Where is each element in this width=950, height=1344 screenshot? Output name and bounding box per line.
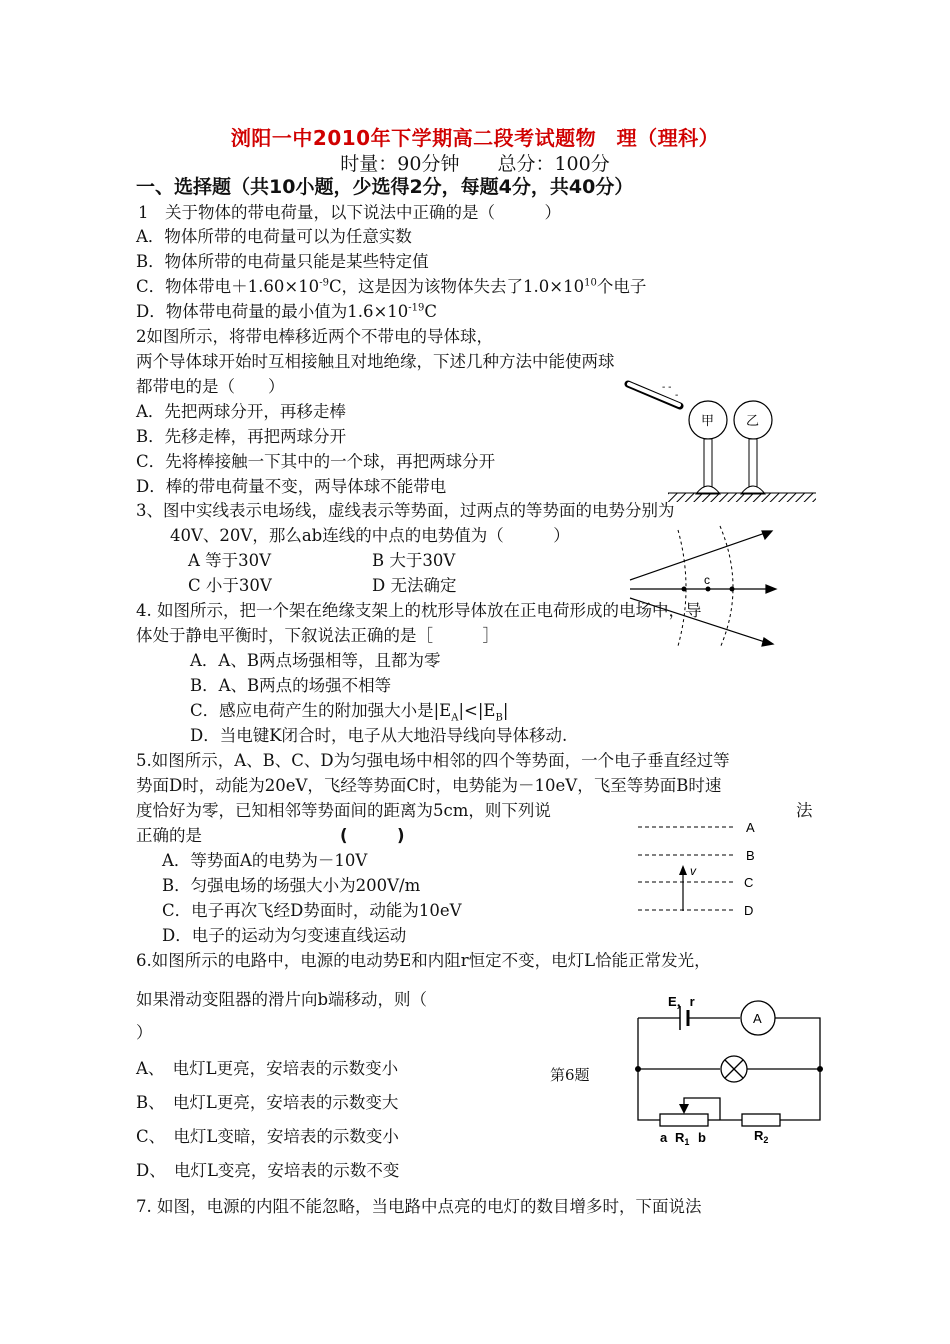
q5-stem-line3-end: 法 <box>796 801 813 820</box>
point-a <box>682 587 687 592</box>
q1-option-d: D．物体带电荷量的最小值为$1.6\times 10^{-19}C$ <box>136 302 438 321</box>
q5-stem-line4: 正确的是 <box>136 826 202 845</box>
q6-stem-line1: 6.如图所示的电路中，电源的电动势E和内阻r恒定不变，电灯L恰能正常发光， <box>136 951 711 970</box>
charged-rod <box>628 384 680 406</box>
q5-option-a: A．等势面A的电势为－10V <box>162 851 368 870</box>
q1-option-c: C．物体带电$+1.60\times 10^{-9}C$，这是因为该物体失去了$1.0\times 10^{10}$个电子 <box>136 277 647 296</box>
q4-option-c: C．感应电荷产生的附加强大小是$|E_A|<|E_B|$ <box>190 701 509 724</box>
q6-option-a: A、 电灯L更亮，安培表的示数变小 <box>136 1059 399 1078</box>
point-c <box>706 587 711 592</box>
exam-subtitle: 时量：90分钟 总分：100分 <box>340 153 610 175</box>
q5-option-d: D．电子的运动为匀变速直线运动 <box>162 926 407 945</box>
section-heading: 一、选择题（共10小题，少选得2分，每题4分，共40分） <box>136 176 634 198</box>
r1-label: $R_1$ <box>675 1130 690 1147</box>
q3-stem-line2: 40V、20V，那么ab连线的中点的电势值为（ ） <box>170 526 570 545</box>
q5-stem-line2: 势面D时，动能为20eV，飞经等势面C时，电势能为－10eV，飞至等势面B时速 <box>136 776 722 795</box>
q2-option-b: B．先移走棒，再把两球分开 <box>136 427 347 446</box>
q2-stem-line2: 两个导体球开始时互相接触且对地绝缘，下述几种方法中能使两球 <box>136 352 615 371</box>
q5-stem-line3: 度恰好为零，已知相邻等势面间的距离为5cm，则下列说 <box>136 801 551 820</box>
q5-answer-paren: ( ) <box>340 826 405 845</box>
point-c-label: c <box>704 573 710 587</box>
terminal-a-label: a <box>660 1130 668 1145</box>
resistor-R2 <box>742 1114 780 1126</box>
q3-option-a: A 等于30V <box>188 551 272 570</box>
label-B: B <box>746 848 755 863</box>
q5-option-b: B．匀强电场的场强大小为200V/m <box>162 876 421 895</box>
svg-text:-: - <box>675 390 679 401</box>
q3-figure <box>620 520 790 650</box>
q2-option-a: A．先把两球分开，再移走棒 <box>136 402 346 421</box>
ammeter-label: A <box>753 1011 762 1026</box>
sphere-right-label: 乙 <box>746 413 760 428</box>
q6-option-c: C、 电灯L变暗，安培表的示数变小 <box>136 1127 399 1146</box>
q6-circuit-figure <box>630 990 835 1150</box>
q1-option-b: B．物体所带的电荷量只能是某些特定值 <box>136 252 429 271</box>
label-A: A <box>746 820 755 835</box>
terminal-b-label: b <box>698 1130 706 1145</box>
q6-option-d: D、 电灯L变亮，安培表的示数不变 <box>136 1161 400 1180</box>
q6-option-b: B、 电灯L更亮，安培表的示数变大 <box>136 1093 399 1112</box>
q4-option-a: A．A、B两点场强相等，且都为零 <box>190 651 441 670</box>
rheostat-R1 <box>660 1114 708 1126</box>
exam-title: 浏阳一中2010年下学期高二段考试题物 理（理科） <box>230 126 720 150</box>
q5-option-c: C．电子再次飞经D势面时，动能为10eV <box>162 901 462 920</box>
emf-label: E，r <box>668 994 695 1009</box>
q4-option-b: B．A、B两点的场强不相等 <box>190 676 392 695</box>
q4-stem-line2: 体处于静电平衡时，下叙说法正确的是［ ］ <box>136 626 499 645</box>
q6-stem-line2: 如果滑动变阻器的滑片向b端移动，则（ <box>136 990 428 1009</box>
q1-option-a: A．物体所带的电荷量可以为任意实数 <box>136 227 412 246</box>
ground-hatch <box>668 493 816 502</box>
q2-option-d: D．棒的带电荷量不变，两导体球不能带电 <box>136 477 447 496</box>
field-line-upper <box>630 532 768 580</box>
slider-arrow <box>679 1104 689 1114</box>
stand-right <box>749 439 757 487</box>
q6-stem-line3: ） <box>136 1023 153 1042</box>
r2-label: $R_2$ <box>754 1128 769 1145</box>
q2-figure <box>620 380 820 510</box>
q3-option-b: B 大于30V <box>372 551 456 570</box>
q2-stem-line3: 都带电的是（ ） <box>136 377 285 396</box>
stand-left <box>704 439 712 487</box>
rod-charge-marks: - - <box>662 382 672 393</box>
q6-figure-caption: 第6题 <box>550 1066 590 1084</box>
q3-option-c: C 小于30V <box>188 576 272 595</box>
label-D: D <box>744 903 754 918</box>
q4-option-d: D．当电键K闭合时，电子从大地沿导线向导体移动. <box>190 726 568 745</box>
q5-figure <box>630 815 770 925</box>
q7-stem-line1: 7. 如图，电源的内阻不能忽略，当电路中点亮的电灯的数目增多时，下面说法 <box>136 1197 702 1216</box>
point-b <box>730 587 735 592</box>
q3-option-d: D 无法确定 <box>372 576 457 595</box>
sphere-left-label: 甲 <box>701 413 715 428</box>
velocity-label: v <box>690 864 696 878</box>
label-C: C <box>744 875 754 890</box>
q3-stem-line1: 3、图中实线表示电场线，虚线表示等势面，过两点的等势面的电势分别为 <box>136 501 675 520</box>
q4-stem-line1: 4. 如图所示，把一个架在绝缘支架上的枕形导体放在正电荷形成的电场中，导 <box>136 601 702 620</box>
q1-stem: 1 关于物体的带电荷量，以下说法中正确的是（ ） <box>138 203 561 222</box>
q2-stem-line1: 2如图所示，将带电棒移近两个不带电的导体球， <box>136 327 493 346</box>
q2-option-c: C．先将棒接触一下其中的一个球，再把两球分开 <box>136 452 496 471</box>
q5-stem-line1: 5.如图所示，A、B、C、D为匀强电场中相邻的四个等势面，一个电子垂直经过等 <box>136 751 730 770</box>
